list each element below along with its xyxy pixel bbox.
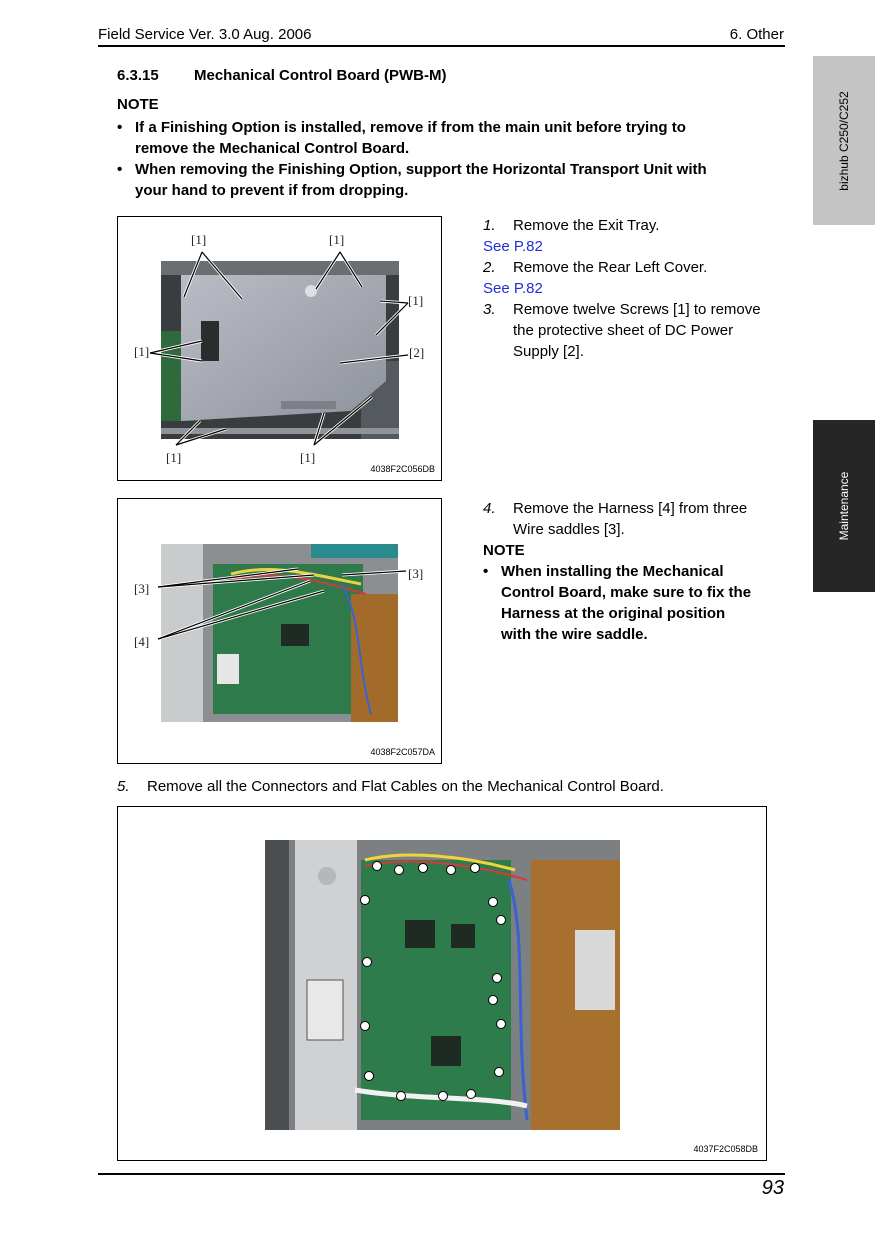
note-list (117, 117, 787, 201)
section-title (117, 67, 447, 84)
callout-1: [1] (191, 232, 207, 247)
callout-1: [1] (134, 344, 150, 359)
step-3-cont: the protective sheet of DC Power (513, 322, 734, 339)
note-item (483, 561, 788, 645)
figure-2-arrows (118, 499, 443, 765)
step-4-cont: Wire saddles [3]. (513, 521, 625, 538)
step-1 (483, 215, 788, 236)
section-number: 6.3.15 (117, 67, 159, 84)
figure-code: 4038F2C056DB (370, 464, 435, 474)
note-line: your hand to prevent if from dropping. (135, 182, 409, 199)
footer-rule (98, 1173, 785, 1175)
header-rule (98, 45, 785, 47)
step-5 (117, 776, 787, 797)
note-line: remove the Mechanical Control Board. (135, 140, 410, 157)
section-name: Mechanical Control Board (PWB-M) (194, 67, 447, 84)
steps-1-3 (483, 215, 788, 362)
note-line: • When installing the Mechanical (501, 563, 724, 580)
step-number: 3. (483, 301, 496, 318)
step-2 (483, 257, 788, 278)
figure-1 (117, 216, 442, 481)
callout-1: [1] (300, 450, 316, 465)
step-4-block (483, 498, 788, 645)
page-number: 93 (761, 1177, 784, 1199)
step-3 (483, 299, 788, 320)
photo-mechanical-control-board (265, 840, 620, 1130)
step-number: 2. (483, 259, 496, 276)
step-text: Remove twelve Screws [1] to remove (513, 301, 761, 318)
figure-3 (117, 806, 767, 1161)
figure-code: 4038F2C057DA (370, 747, 435, 757)
side-tab-model-label: bizhub C250/C252 (837, 90, 851, 191)
step-text: Remove the Exit Tray. (513, 217, 660, 234)
step-3-cont: Supply [2]. (513, 343, 584, 360)
figure-1-arrows (118, 217, 443, 482)
side-tab-model (813, 56, 875, 225)
step-text: Remove the Harness [4] from three (513, 500, 748, 517)
note-item (117, 159, 787, 201)
step-text: Remove all the Connectors and Flat Cables on the Mechanical Control Board. (147, 778, 664, 795)
note-line: Harness at the original position (501, 605, 726, 622)
header-chapter: 6. Other (729, 26, 784, 43)
callout-1: [1] (408, 293, 424, 308)
step-text: Remove the Rear Left Cover. (513, 259, 708, 276)
callout-3: [3] (408, 566, 424, 581)
callout-4: [4] (134, 634, 150, 649)
see-page-link[interactable]: See P.82 (483, 238, 543, 255)
callout-2: [2] (409, 345, 425, 360)
note-heading: NOTE (483, 542, 525, 559)
note-heading: NOTE (117, 96, 159, 113)
figure-code: 4037F2C058DB (693, 1144, 758, 1154)
note-line: Control Board, make sure to fix the (501, 584, 752, 601)
note-line: • If a Finishing Option is installed, remove if from the main unit before trying to (135, 119, 686, 136)
step-number: 1. (483, 217, 496, 234)
note-line: • When removing the Finishing Option, support the Horizontal Transport Unit with (135, 161, 707, 178)
figure-2 (117, 498, 442, 764)
callout-3: [3] (134, 581, 150, 596)
callout-1: [1] (166, 450, 182, 465)
callout-1: [1] (329, 232, 345, 247)
side-tab-chapter (813, 420, 875, 592)
step-4 (483, 498, 788, 519)
note-line: with the wire saddle. (501, 626, 648, 643)
note-item (117, 117, 787, 159)
header-title: Field Service Ver. 3.0 Aug. 2006 (98, 26, 312, 43)
step-number: 4. (483, 500, 496, 517)
see-page-link[interactable]: See P.82 (483, 280, 543, 297)
step-number: 5. (117, 778, 130, 795)
side-tab-chapter-label: Maintenance (837, 471, 851, 541)
